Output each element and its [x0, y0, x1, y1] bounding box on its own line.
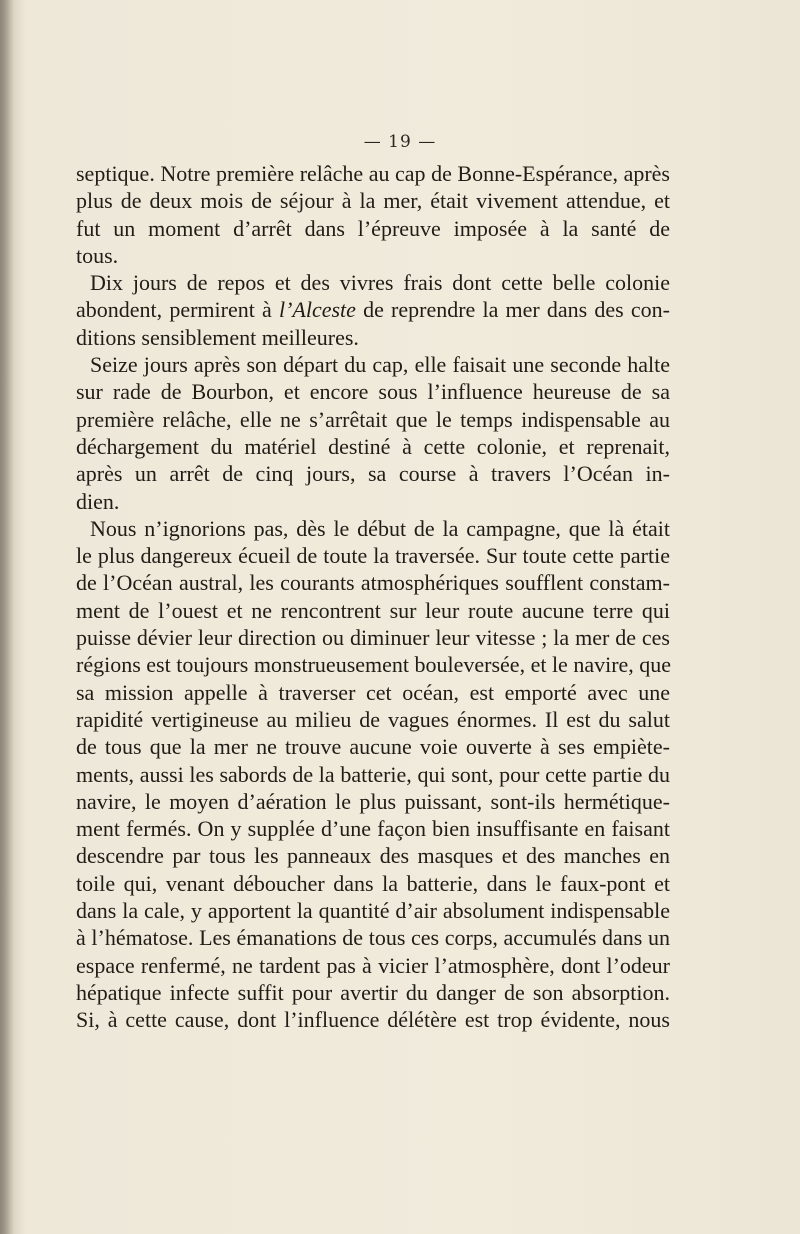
text-line: toile qui, venant déboucher dans la batterie, dans le faux-pont et [76, 870, 670, 896]
text-line: puisse dévier leur direction ou diminuer leur vitesse ; la mer de ces [76, 625, 670, 651]
text-line: première relâche, elle ne s’arrêtait que le temps indispensable au [76, 406, 670, 432]
text-line: ment de l’ouest et ne rencontrent sur leur route aucune terre qui [76, 597, 670, 623]
text-line: hépatique infecte suffit pour avertir du danger de son absorption. [76, 979, 670, 1005]
text-run: de reprendre la mer dans des con- [355, 297, 670, 323]
text-line: régions est toujours monstrueusement bouleversée, et le navire, que [76, 652, 672, 678]
text-line: Si, à cette cause, dont l’influence délétère est trop évidente, nous [76, 1007, 670, 1033]
text-line: de l’Océan austral, les courants atmosphériques soufflent constam- [76, 570, 670, 596]
body-text [76, 160, 670, 1034]
text-line: sur rade de Bourbon, et encore sous l’influence heureuse de sa [76, 379, 670, 405]
page-number: — 19 — [363, 132, 437, 152]
text-line [76, 296, 670, 323]
text-line: après un arrêt de cinq jours, sa course à travers l’Océan in- [76, 461, 670, 487]
text-line: sa mission appelle à traverser cet océan, est emporté avec une [76, 679, 670, 705]
text-line: le plus dangereux écueil de toute la traversée. Sur toute cette partie [76, 543, 670, 569]
text-line: ments, aussi les sabords de la batterie, qui sont, pour cette partie du [76, 761, 670, 787]
text-line: déchargement du matériel destiné à cette colonie, et reprenait, [76, 433, 670, 459]
text-line: plus de deux mois de séjour à la mer, était vivement attendue, et [76, 188, 670, 214]
paragraph-start-line: Nous n’ignorions pas, dès le début de la campagne, que là était [90, 515, 670, 541]
text-line: rapidité vertigineuse au milieu de vagues énormes. Il est du salut [76, 706, 670, 732]
text-line: espace renfermé, ne tardent pas à vicier l’atmosphère, dont l’odeur [76, 952, 670, 978]
text-line: ment fermés. On y supplée d’une façon bien insuffisante en faisant [76, 816, 670, 842]
text-line: fut un moment d’arrêt dans l’épreuve imposée à la santé de [76, 215, 670, 241]
text-line: dien. [76, 488, 120, 514]
text-line: septique. Notre première relâche au cap de Bonne-Espérance, après [76, 161, 670, 186]
text-line: à l’hématose. Les émanations de tous ces corps, accumulés dans un [76, 925, 670, 951]
text-line: de tous que la mer ne trouve aucune voie ouverte à ses empiète- [76, 734, 670, 760]
text-line: descendre par tous les panneaux des masques et des manches en [76, 843, 670, 869]
text-line: dans la cale, y apportent la quantité d’air absolument indispensable [76, 898, 670, 924]
ship-name-italic: l’Alceste [278, 297, 356, 323]
paragraph-start-line: Seize jours après son départ du cap, elle faisait une seconde halte [90, 352, 670, 378]
paragraph-start-line: Dix jours de repos et des vivres frais dont cette belle colonie [90, 270, 670, 296]
text-line: navire, le moyen d’aération le plus puissant, sont-ils hermétique- [76, 788, 670, 814]
text-line: ditions sensiblement meilleures. [76, 324, 359, 350]
binding-shadow [0, 0, 14, 1234]
text-line: tous. [76, 242, 119, 268]
text-run: abondent, permirent à [76, 297, 279, 323]
